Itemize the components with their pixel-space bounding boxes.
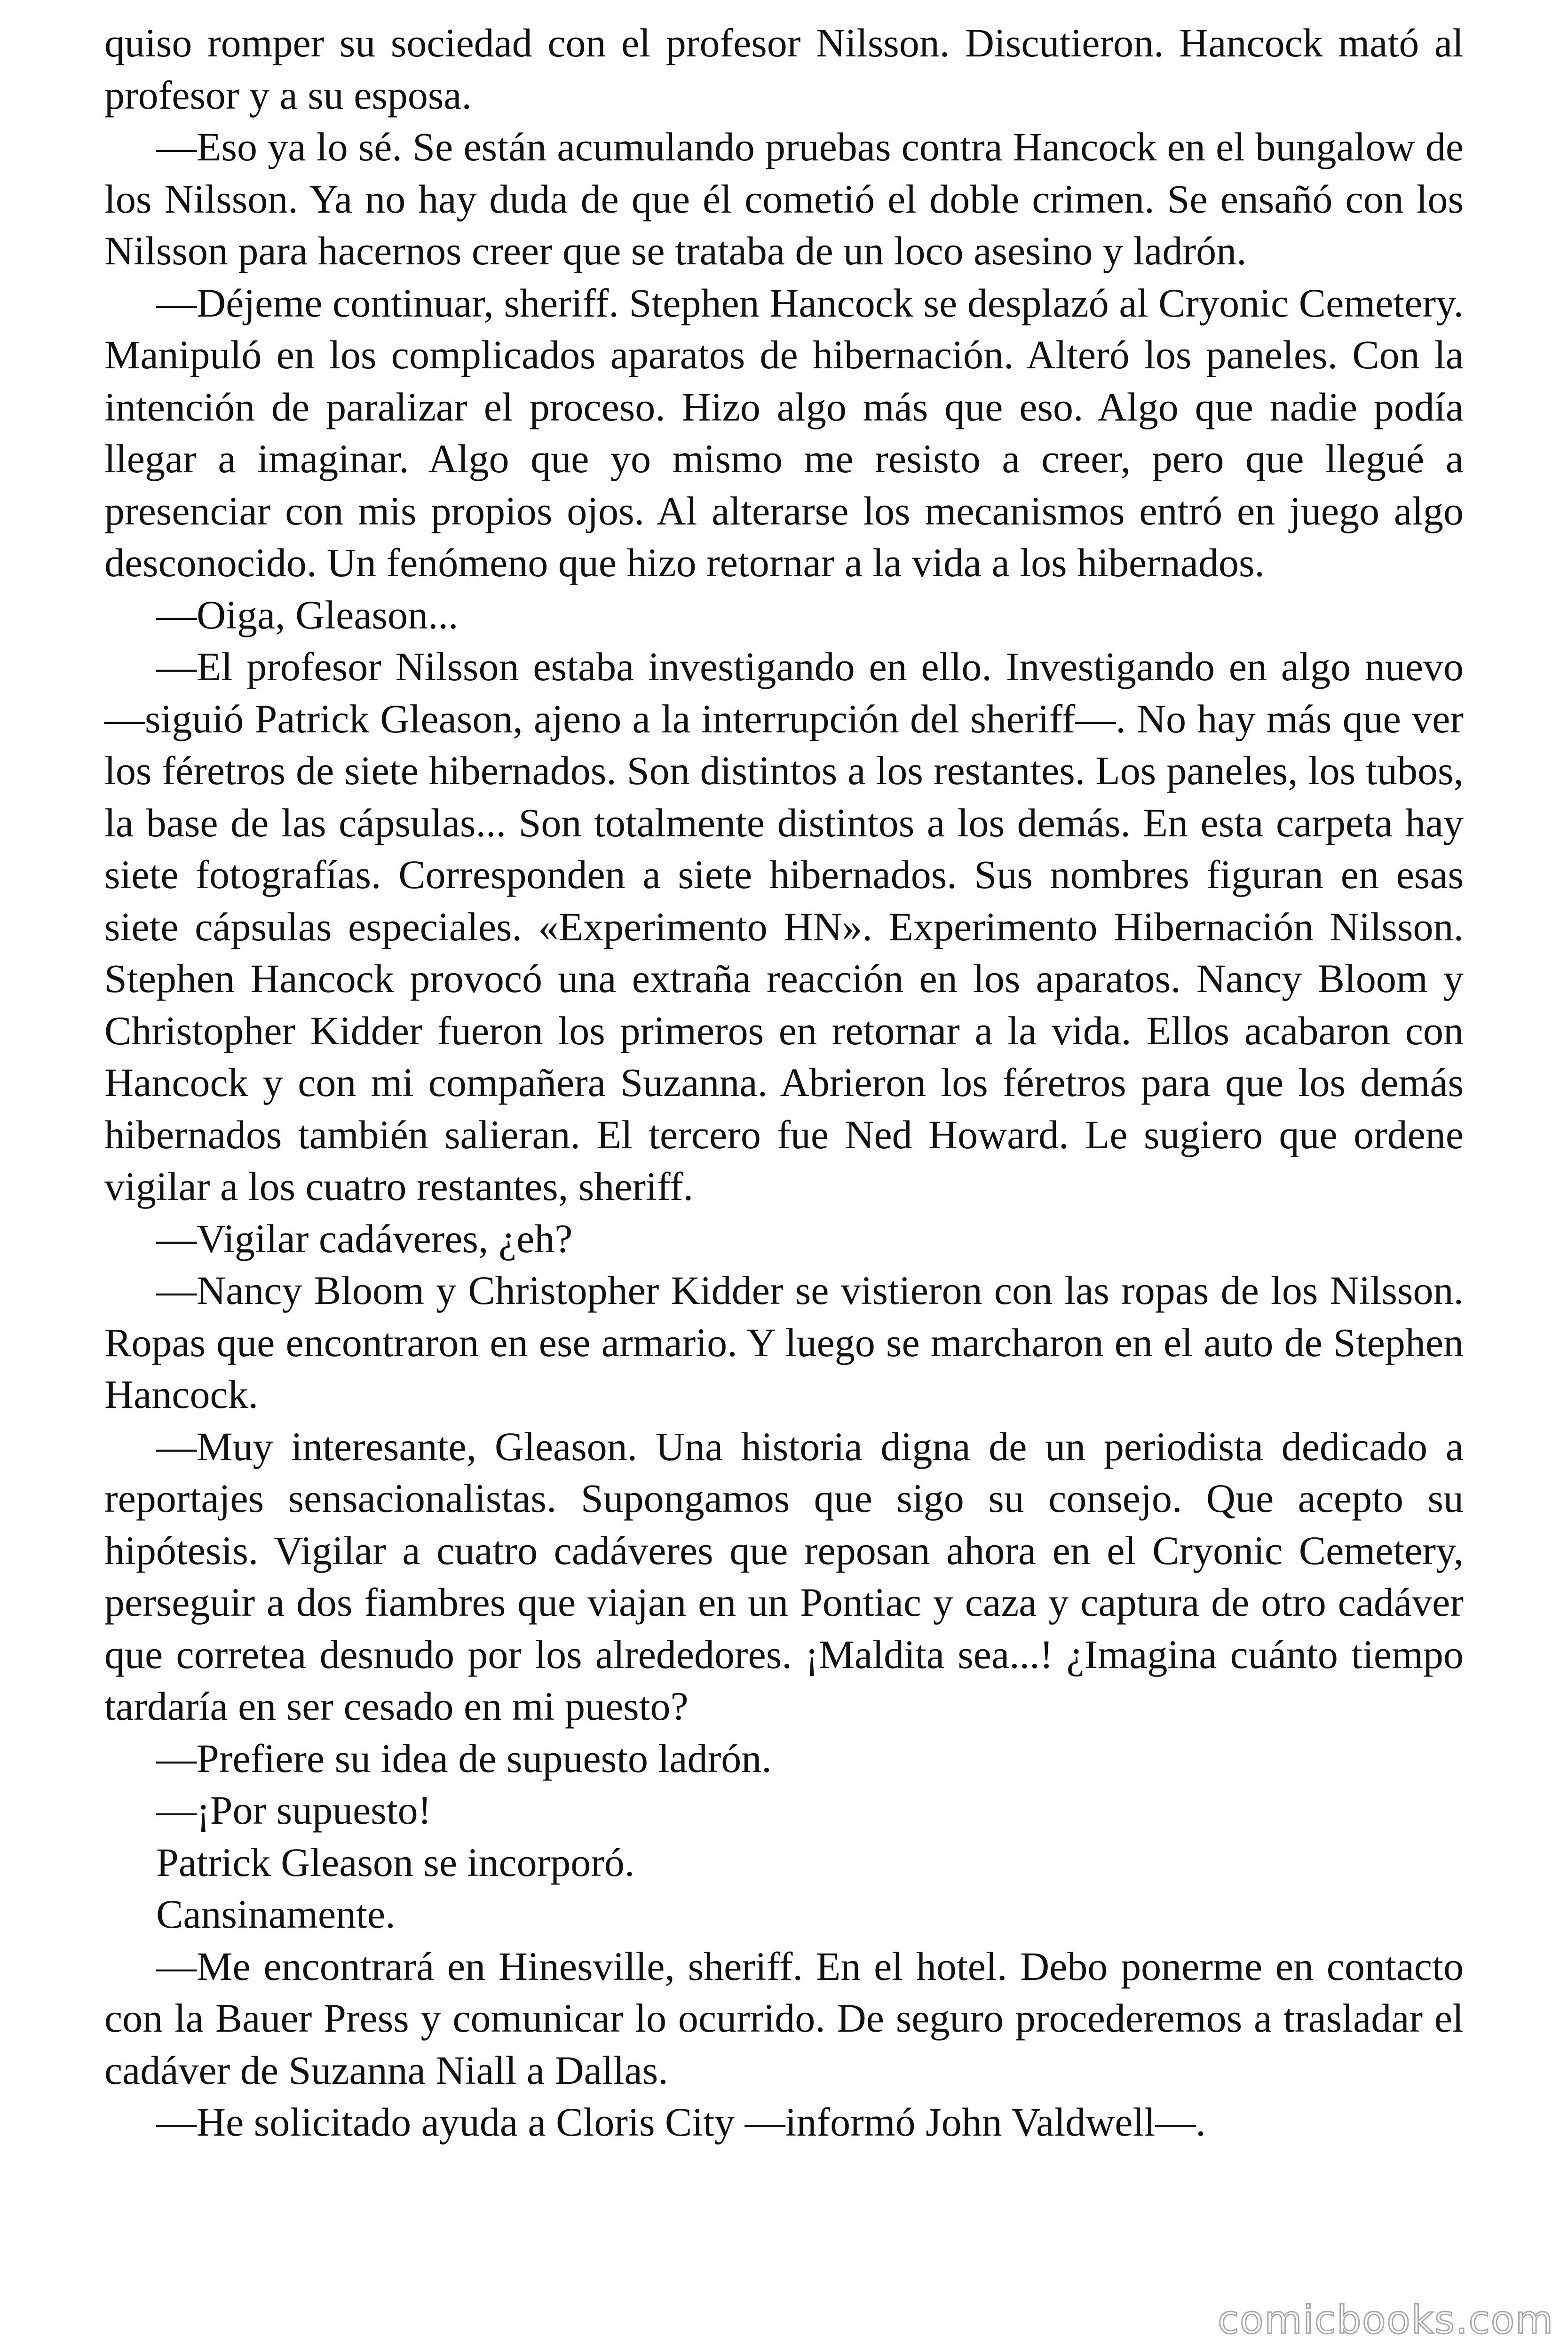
paragraph-6: —Vigilar cadáveres, ¿eh? bbox=[156, 1216, 573, 1261]
paragraph-1: quiso romper su sociedad con el profesor Nilsson. Discutieron. Hancock mató al profesor y a su esposa. bbox=[104, 20, 1464, 118]
book-page-text bbox=[104, 17, 1464, 2148]
paragraph-11: Patrick Gleason se incorporó. bbox=[156, 1839, 635, 1885]
paragraph-4: —Oiga, Gleason... bbox=[156, 592, 459, 637]
paragraph-13: —Me encontrará en Hinesville, sheriff. En el hotel. Debo ponerme en contacto con la Bauer Press y comunicar lo ocurrido. De seguro procederemos a trasladar el cadáver de Suzanna Niall a Dallas. bbox=[104, 1943, 1464, 2093]
watermark: comicbooks.com bbox=[1218, 2298, 1554, 2343]
paragraph-5: —El profesor Nilsson estaba investigando en ello. Investigando en algo nuevo —siguió Patrick Gleason, ajeno a la interrupción del sheriff—. No hay más que ver los féretros de siete hibernados. Son distintos a los restantes. Los paneles, los tubos, la base de las cápsulas... Son totalmente distintos a los demás. En esta carpeta hay siete fotografías. Corresponden a siete hibernados. Sus nombres figuran en esas siete cápsulas especiales. «Experimento HN». Experimento Hibernación Nilsson. Stephen Hancock provocó una extraña reacción en los aparatos. Nancy Bloom y Christopher Kidder fueron los primeros en retornar a la vida. Ellos acabaron con Hancock y con mi compañera Suzanna. Abrieron los féretros para que los demás hibernados también salieran. El tercero fue Ned Howard. Le sugiero que ordene vigilar a los cuatro restantes, sheriff. bbox=[104, 644, 1464, 1209]
paragraph-2: —Eso ya lo sé. Se están acumulando pruebas contra Hancock en el bungalow de los Nilsson. Ya no hay duda de que él cometió el doble crimen. Se ensañó con los Nilsson para hacernos creer que se trataba de un loco asesino y ladrón. bbox=[104, 124, 1464, 273]
paragraph-12: Cansinamente. bbox=[156, 1891, 396, 1937]
paragraph-9: —Prefiere su idea de supuesto ladrón. bbox=[156, 1735, 772, 1781]
paragraph-14: —He solicitado ayuda a Cloris City —informó John Valdwell—. bbox=[156, 2099, 1206, 2145]
paragraph-7: —Nancy Bloom y Christopher Kidder se vistieron con las ropas de los Nilsson. Ropas que encontraron en ese armario. Y luego se marcharon en el auto de Stephen Hancock. bbox=[104, 1268, 1464, 1417]
paragraph-8: —Muy interesante, Gleason. Una historia digna de un periodista dedicado a reportajes sensacionalistas. Supongamos que sigo su consejo. Que acepto su hipótesis. Vigilar a cuatro cadáveres que reposan ahora en el Cryonic Cemetery, perseguir a dos fiambres que viajan en un Pontiac y caza y captura de otro cadáver que corretea desnudo por los alrededores. ¡Maldita sea...! ¿Imagina cuánto tiempo tardaría en ser cesado en mi puesto? bbox=[104, 1423, 1464, 1729]
paragraph-10: —¡Por supuesto! bbox=[156, 1788, 432, 1833]
paragraph-3: —Déjeme continuar, sheriff. Stephen Hancock se desplazó al Cryonic Cemetery. Manipuló en los complicados aparatos de hibernación. Alteró los paneles. Con la intención de paralizar el proceso. Hizo algo más que eso. Algo que nadie podía llegar a imaginar. Algo que yo mismo me resisto a creer, pero que llegué a presenciar con mis propios ojos. Al alterarse los mecanismos entró en juego algo desconocido. Un fenómeno que hizo retornar a la vida a los hibernados. bbox=[104, 280, 1464, 585]
